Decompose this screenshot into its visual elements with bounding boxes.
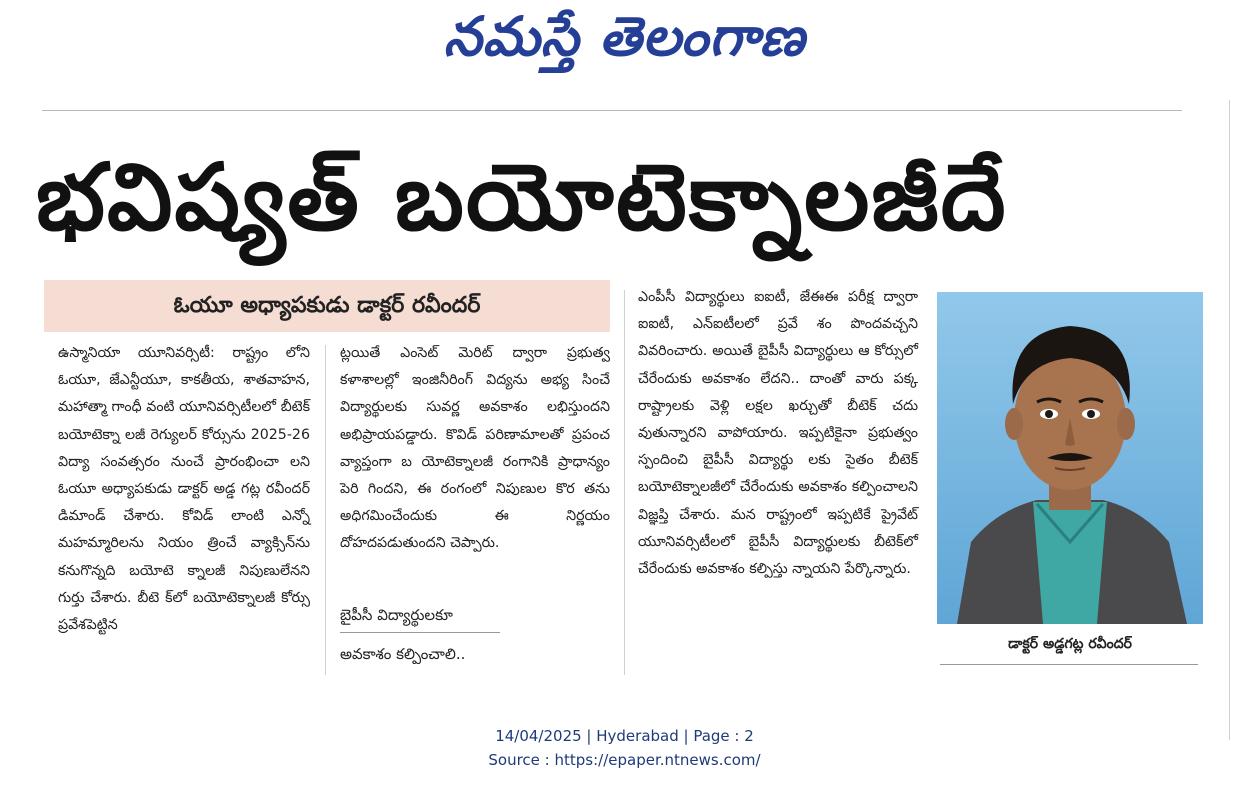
caption-rule — [940, 664, 1198, 665]
photo-caption: డాక్టర్ అడ్డగట్ల రవీందర్ — [1008, 636, 1132, 652]
column-divider — [325, 345, 326, 675]
portrait-photo — [937, 292, 1203, 624]
portrait-illustration — [937, 292, 1203, 624]
article-column-1 — [58, 340, 310, 639]
footer-source-link[interactable]: Source : https://epaper.ntnews.com/ — [488, 751, 761, 769]
subhead: బైపీసీ విద్యార్థులకూ — [340, 606, 453, 624]
column-divider — [624, 290, 625, 675]
masthead-logo: నమస్తే తెలంగాణ — [443, 5, 806, 68]
footer-dateline: 14/04/2025 | Hyderabad | Page : 2 — [495, 727, 754, 745]
headline: భవిష్యత్ బయోటెక్నాలజీదే — [36, 144, 1008, 251]
article-column-3 — [638, 284, 918, 583]
subhead-continued: అవకాశం కల్పించాలి.. — [340, 645, 466, 663]
article-text: ట్లయితే ఎంసెట్ మెరిట్ ద్వారా ప్రభుత్వ కళాశాలల్లో ఇంజినీరింగ్ విద్యను అభ్య సించే విద్యార్థులకు సువర్ణ అవకాశం లభిస్తుందని అభిప్రాయపడ్డారు. కొవిడ్ పరిణామాలతో ప్రపంచ వ్యాప్తంగా బ యోటెక్నాలజీ రంగానికి ప్రాధాన్యం పెరి గిందని, ఈ రంగంలో నిపుణుల కొర తను అధిగమించేందుకు ఈ నిర్ణయం దోహదపడుతుందని చెప్పారు. — [340, 345, 610, 552]
kicker-strap: ఓయూ అధ్యాపకుడు డాక్టర్ రవీందర్ — [44, 280, 610, 332]
article-text: ఎంపీసీ విద్యార్థులు ఐఐటీ, జేఈఈ పరీక్ష ద్వారా ఐఐటీ, ఎన్ఐటీలలో ప్రవే శం పొందవచ్చని వివరించారు. అయితే బైపీసీ విద్యార్థులు ఆ కోర్సులో చేరేందుకు అవకాశం లేదని.. దాంతో వారు పక్క రాష్ట్రాలకు వెళ్లి లక్షల ఖర్చుతో బీటెక్ చదు వుతున్నారని వాపోయారు. ఇప్పటికైనా ప్రభుత్వం స్పందించి బైపీసీ విద్యార్థు లకు సైతం బీటెక్ బయోటెక్నాలజీలో చేరేందుకు అవకాశం కల్పించాలని విజ్ఞప్తి చేశారు. మన రాష్ట్రంలో ఇప్పటికే ప్రైవేట్ యూనివర్సిటీలలో బైపీసీ విద్యార్థులకు బీటెక్‌లో చేరేందుకు అవకాశం కల్పిస్తు న్నాయని పేర్కొన్నారు. — [638, 289, 918, 578]
article-column-2 — [340, 340, 610, 558]
right-rule — [1229, 100, 1230, 740]
top-rule — [42, 110, 1182, 111]
article-text: ఉస్మానియా యూనివర్సిటీ: రాష్ట్రం లోని ఓయూ, జేఎన్టీయూ, కాకతీయ, శాతవాహన, మహాత్మా గాంధీ వంటి యూనివర్సిటీలలో బీటెక్ బయోటెక్నా లజీ రెగ్యులర్ కోర్సును 2025-26 విద్యా సంవత్సరం నుంచే ప్రారంభించా లని ఓయూ అధ్యాపకుడు డాక్టర్ అడ్డ గట్ల రవీందర్ డిమాండ్ చేశారు. కోవిడ్ లాంటి ఎన్నో మహమ్మారిలను నియం త్రించే వ్యాక్సిన్‌ను కనుగొన్నది బయోటె క్నాలజీ నిపుణులేనని గుర్తు చేశారు. బీటె క్‌లో బయోటెక్నాలజీ కోర్సు ప్రవేశపెట్టిన — [58, 345, 310, 634]
subhead-rule — [340, 632, 500, 633]
